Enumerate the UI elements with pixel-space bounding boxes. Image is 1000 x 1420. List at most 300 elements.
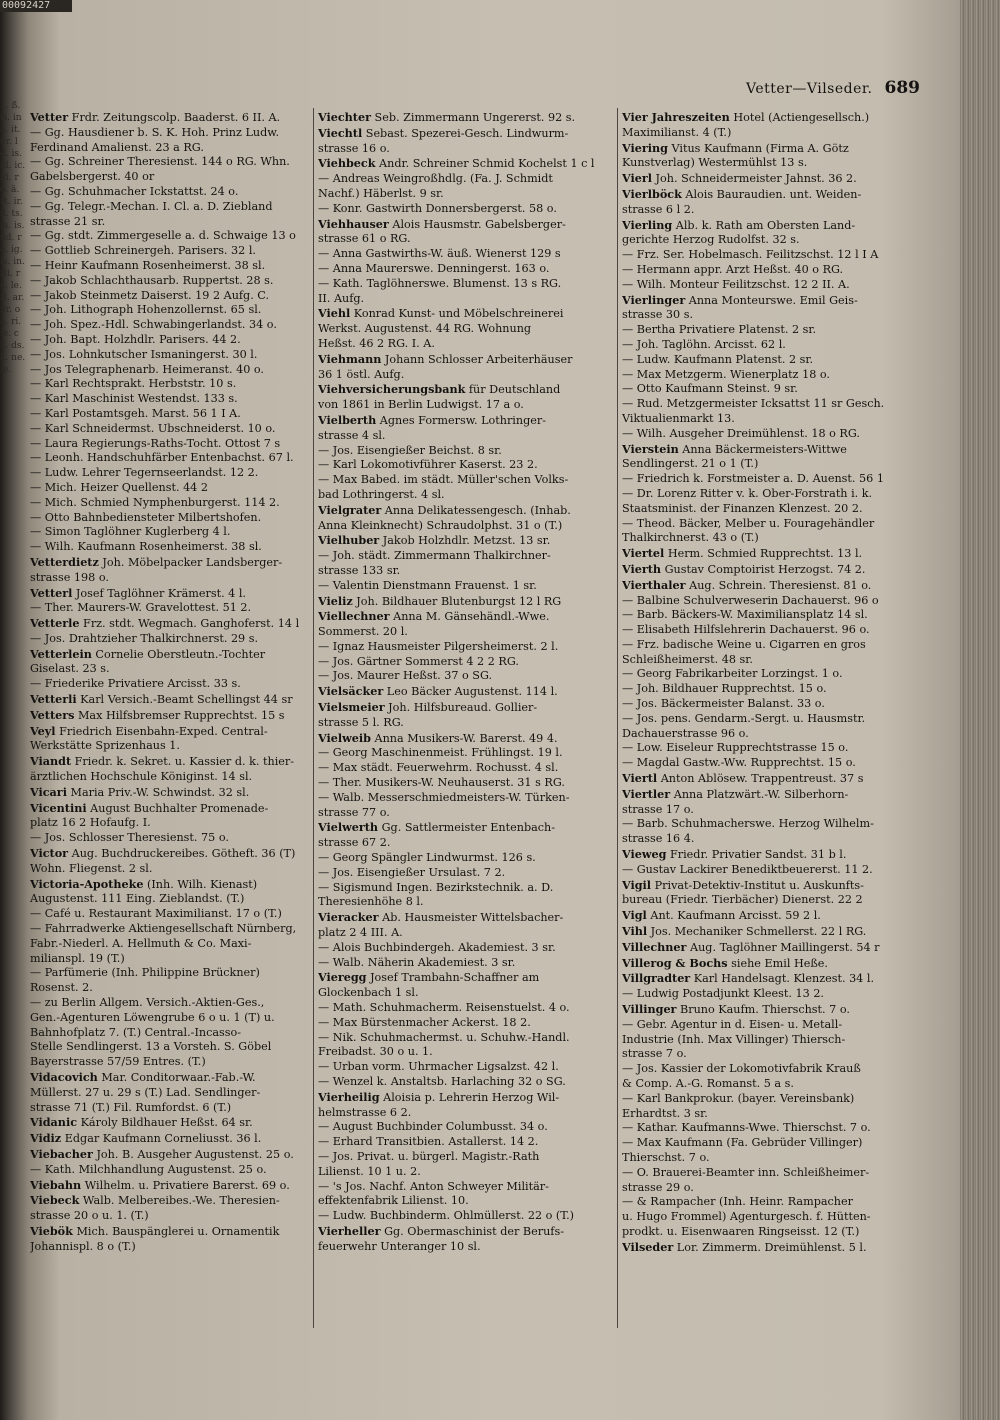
entry-surname: Viertler [622, 786, 671, 801]
directory-entry [318, 941, 606, 956]
entry-surname: Vieliz [318, 593, 353, 608]
entry-details: Privat-Detektiv-Institut u. Auskunfts- [651, 878, 864, 892]
entry-details: strasse 5 l. RG. [318, 715, 404, 729]
directory-entry [318, 156, 606, 172]
entry-details: Anton Ablösew. Trappentreust. 37 s [657, 772, 864, 786]
entry-details: Mar. Conditorwaar.-Fab.-W. [97, 1071, 256, 1084]
entry-details: — Joh. Taglöhn. Arcisst. 62 l. [622, 337, 786, 351]
directory-entry [318, 1075, 606, 1090]
directory-entry [318, 352, 606, 368]
entry-details: — Frz. badische Weine u. Cigarren en gros [622, 637, 866, 651]
entry-details: — Fahrradwerke Aktiengesellschaft Nürnberg, [30, 922, 297, 936]
entry-details: August Buchhalter Promenade- [86, 801, 269, 815]
entry-details: — Dr. Lorenz Ritter v. k. Ober-Forstrath i. k. [622, 486, 873, 500]
directory-entry [318, 579, 606, 594]
entry-details: — Ludw. Lehrer Tegernseerlandst. 12 2. [30, 466, 259, 480]
directory-column-2 [318, 110, 606, 1255]
entry-details: — Valentin Dienstmann Frauenst. 1 sr. [318, 578, 537, 592]
directory-entry [30, 170, 318, 185]
entry-details: — Max Bürstenmacher Ackerst. 18 2. [318, 1015, 531, 1029]
entry-surname: Victor [30, 846, 69, 861]
directory-entry [318, 851, 606, 866]
entry-surname: Vieregg [318, 970, 367, 985]
directory-entry [318, 881, 606, 896]
directory-entry [318, 187, 606, 202]
entry-surname: Viehbeck [318, 156, 376, 171]
entry-details: Johann Schlosser Arbeiterhäuser [381, 352, 573, 366]
entry-details: Sendlingerst. 21 o 1 (T.) [622, 457, 759, 471]
directory-entry [30, 333, 318, 348]
entry-details: Sommerst. 20 l. [318, 625, 408, 639]
entry-details: — Jos. Drahtzieher Thalkirchnerst. 29 s. [30, 631, 259, 645]
entry-surname: Vielberth [318, 412, 377, 427]
entry-details: strasse 30 s. [622, 308, 694, 322]
directory-entry [30, 754, 318, 770]
entry-details: Alois Hausmstr. Gabelsberger- [388, 217, 566, 231]
directory-entry [622, 218, 910, 234]
entry-details: Heßst. 46 2 RG. I. A. [318, 336, 435, 350]
entry-details: Josef Trambahn-Schaffner am [366, 971, 540, 985]
directory-entry [30, 451, 318, 466]
directory-entry [622, 1121, 910, 1136]
entry-details: — & Rampacher (Inh. Heinr. Rampacher [622, 1195, 853, 1209]
entry-details: Friedr. Privatier Sandst. 31 b l. [666, 848, 847, 862]
directory-entry [318, 247, 606, 262]
entry-details: — Karl Bankprokur. (bayer. Vereinsbank) [622, 1091, 855, 1105]
entry-details: Aug. Schrein. Theresienst. 81 o. [685, 578, 872, 592]
directory-entry [30, 1178, 318, 1194]
directory-entry [318, 444, 606, 459]
directory-entry [622, 893, 910, 908]
entry-details: — Ther. Maurers-W. Gravelottest. 51 2. [30, 601, 252, 615]
entry-details: Maria Priv.-W. Schwindst. 32 sl. [66, 785, 250, 799]
directory-entry [318, 292, 606, 307]
directory-entry [318, 625, 606, 640]
directory-entry [30, 1115, 318, 1131]
directory-entry [30, 377, 318, 392]
entry-details: Giselast. 23 s. [30, 662, 110, 676]
directory-entry [30, 422, 318, 437]
entry-details: Sebast. Spezerei-Gesch. Lindwurm- [362, 126, 569, 140]
entry-details: — Jakob Steinmetz Daiserst. 19 2 Aufg. C. [30, 288, 270, 302]
directory-entry [622, 817, 910, 832]
directory-entry [318, 1194, 606, 1209]
running-head: Vetter—Vilseder. [746, 81, 873, 97]
directory-entry [30, 966, 318, 981]
entry-details: — Simon Taglöhner Kuglerberg 4 l. [30, 525, 231, 539]
directory-entry [622, 562, 910, 578]
entry-surname: Vierlböck [622, 186, 682, 201]
entry-details: strasse 16 o. [318, 141, 390, 155]
entry-details: — Jos. Eisengießer Ursulast. 7 2. [318, 865, 506, 879]
entry-details: Gustav Comptoirist Herzogst. 74 2. [661, 562, 866, 576]
entry-details: Aloisia p. Lehrerin Herzog Wil- [379, 1090, 560, 1104]
entry-surname: Vier Jahreszeiten [622, 110, 730, 124]
entry-details: — Joh. städt. Zimmermann Thalkirchner- [318, 549, 551, 563]
entry-surname: Viebahn [30, 1177, 82, 1192]
directory-entry [30, 229, 318, 244]
directory-entry [622, 323, 910, 338]
directory-entry [622, 1002, 910, 1018]
directory-entry [30, 155, 318, 170]
entry-details: Fabr.-Niederl. A. Hellmuth & Co. Maxi- [30, 936, 252, 950]
directory-entry [30, 200, 318, 215]
directory-entry [30, 831, 318, 846]
entry-details: Joh. B. Ausgeher Augustenst. 25 o. [92, 1147, 294, 1161]
entry-details: Jakob Holzhdlr. Metzst. 13 sr. [379, 534, 551, 548]
directory-entry [622, 987, 910, 1002]
entry-details: Friedrich Eisenbahn-Exped. Central- [55, 724, 268, 738]
entry-surname: Vierheller [318, 1223, 381, 1238]
directory-entry [318, 1031, 606, 1046]
entry-surname: Vierth [622, 561, 662, 576]
entry-details: strasse 6 l 2. [622, 202, 695, 216]
directory-entry [30, 555, 318, 571]
entry-surname: Veyl [30, 723, 56, 738]
entry-surname: Viebacher [30, 1146, 93, 1161]
directory-entry [318, 640, 606, 655]
directory-entry [622, 457, 910, 472]
entry-details: — Jos. Kassier der Lokomotivfabrik Krauß [622, 1062, 861, 1076]
entry-details: Edgar Kaufmann Corneliusst. 36 l. [61, 1132, 262, 1146]
entry-details: Wilhelm. u. Privatiere Barerst. 69 o. [81, 1178, 290, 1192]
entry-details: Kunstverlag) Westermühlst 13 s. [622, 156, 808, 170]
directory-entry [622, 1181, 910, 1196]
entry-details: Lor. Zimmerm. Dreimühlenst. 5 l. [673, 1240, 867, 1254]
directory-entry [318, 232, 606, 247]
entry-surname: Vilseder [622, 1239, 674, 1254]
entry-surname: Vielhuber [318, 533, 380, 548]
directory-entry [30, 1055, 318, 1070]
entry-details: — Ludwig Postadjunkt Kleest. 13 2. [622, 987, 824, 1001]
directory-entry [622, 594, 910, 609]
directory-entry [622, 847, 910, 863]
entry-details: — Georg Fabrikarbeiter Lorzingst. 1 o. [622, 667, 843, 681]
directory-entry [30, 632, 318, 647]
directory-entry [30, 981, 318, 996]
directory-entry [30, 892, 318, 907]
entry-surname: Viechtl [318, 125, 363, 140]
entry-details: II. Aufg. [318, 291, 365, 305]
directory-column-1 [30, 110, 318, 1255]
entry-details: strasse 21 sr. [30, 214, 106, 228]
directory-entry [622, 412, 910, 427]
entry-details: — Otto Kaufmann Steinst. 9 sr. [622, 382, 798, 396]
directory-entry [30, 1224, 318, 1240]
entry-surname: Vierling [622, 217, 673, 232]
directory-entry [622, 697, 910, 712]
directory-entry [318, 202, 606, 217]
directory-entry [30, 407, 318, 422]
entry-details: Werkstätte Sprizenhaus 1. [30, 739, 180, 753]
entry-details: — O. Brauerei-Beamter inn. Schleißheimer- [622, 1165, 870, 1179]
entry-surname: Vetterl [30, 585, 73, 600]
entry-details: Glockenbach 1 sl. [318, 986, 419, 1000]
entry-details: — Urban vorm. Uhrmacher Ligsalzst. 42 l. [318, 1060, 559, 1074]
entry-surname: Vidiz [30, 1131, 62, 1146]
entry-details: strasse 71 (T.) Fil. Rumfordst. 6 (T.) [30, 1100, 232, 1114]
directory-entry [30, 616, 318, 632]
entry-surname: Vicentini [30, 800, 87, 815]
directory-entry [30, 215, 318, 230]
directory-entry [30, 525, 318, 540]
directory-entry [622, 1018, 910, 1033]
entry-details: Gabelsbergerst. 40 or [30, 170, 155, 184]
entry-surname: Vetterli [30, 692, 77, 707]
entry-surname: Vetter [30, 110, 69, 124]
directory-entry [30, 692, 318, 708]
directory-entry [318, 776, 606, 791]
entry-surname: Vigl [622, 908, 647, 923]
entry-surname: Vigil [622, 877, 652, 892]
entry-details: — Erhard Transitbien. Astallerst. 14 2. [318, 1135, 539, 1149]
directory-entry [318, 458, 606, 473]
directory-entry [30, 647, 318, 663]
entry-details: — Karl Schneidermst. Ubschneiderst. 10 o. [30, 421, 276, 435]
directory-entry [318, 488, 606, 503]
column-rule [617, 108, 618, 1328]
entry-surname: Viertel [622, 546, 665, 561]
directory-entry [30, 244, 318, 259]
entry-details: Frdr. Zeitungscolp. Baaderst. 6 II. A. [68, 111, 281, 124]
directory-entry [622, 141, 910, 157]
directory-entry [622, 1033, 910, 1048]
entry-surname: Vielgrater [318, 502, 382, 517]
directory-entry [622, 263, 910, 278]
entry-details: — Gg. Hausdiener b. S. K. Hoh. Prinz Ludw. [30, 125, 280, 139]
directory-entry [318, 503, 606, 519]
directory-entry [622, 171, 910, 187]
entry-details: — Andreas Weingroßhdlg. (Fa. J. Schmidt [318, 172, 553, 186]
directory-entry [318, 1060, 606, 1075]
directory-entry [622, 727, 910, 742]
entry-details: Aug. Buchdruckereibes. Götheft. 36 (T) [68, 847, 296, 861]
directory-entry [622, 638, 910, 653]
entry-details: — Jos. Lohnkutscher Ismaningerst. 30 l. [30, 347, 258, 361]
entry-details: von 1861 in Berlin Ludwigst. 17 a o. [318, 398, 524, 412]
entry-surname: Viehl [318, 306, 351, 321]
entry-details: — Ignaz Hausmeister Pilgersheimerst. 2 l. [318, 639, 559, 653]
entry-details: — Max Metzgerm. Wienerplatz 18 o. [622, 367, 830, 381]
directory-entry [30, 724, 318, 740]
entry-details: ärztlichen Hochschule Königinst. 14 sl. [30, 770, 253, 784]
entry-details: Alb. k. Rath am Obersten Land- [672, 218, 856, 232]
adjacent-page-fragments: 1. ß. ri. in ä. it. ür. ld. is. id. ic. id. ro. ä. rt. ir. il. ts. ia. is. nd. re. ig. is. in. rli. rc. le. ft. ar. ilr. oä. ri. ie. ck. ds. k. ne. ie. [0, 101, 26, 375]
directory-entry [30, 481, 318, 496]
entry-details: — 's Jos. Nachf. Anton Schweyer Militär- [318, 1179, 549, 1193]
directory-entry [622, 338, 910, 353]
directory-entry [30, 1026, 318, 1041]
entry-details: strasse 4 sl. [318, 428, 386, 442]
entry-details: — Wilh. Monteur Feilitzschst. 12 2 II. A. [622, 277, 850, 291]
entry-surname: Vierthaler [622, 577, 686, 592]
directory-entry [30, 274, 318, 289]
entry-details: — Karl Rechtsprakt. Herbststr. 10 s. [30, 377, 237, 391]
entry-details: Friedr. k. Sekret. u. Kassier d. k. thier- [71, 755, 295, 769]
entry-details: — Sigismund Ingen. Bezirkstechnik. a. D. [318, 880, 554, 894]
directory-entry [30, 996, 318, 1011]
entry-details: — Kath. Taglöhnerswe. Blumenst. 13 s RG. [318, 276, 562, 290]
entry-surname: Vicari [30, 784, 67, 799]
directory-entry [622, 368, 910, 383]
directory-entry [622, 1195, 910, 1210]
entry-details: siehe Emil Heße. [727, 956, 828, 970]
entry-details: Schleißheimerst. 48 sr. [622, 652, 753, 666]
entry-details: — Konr. Gastwirth Donnersbergerst. 58 o. [318, 201, 557, 215]
entry-details: — Max Babed. im städt. Müller'schen Volks- [318, 473, 569, 487]
entry-details: Johannispl. 8 o (T.) [30, 1239, 136, 1253]
directory-entry [318, 473, 606, 488]
directory-entry [318, 609, 606, 625]
entry-details: platz 2 4 III. A. [318, 926, 403, 940]
directory-entry [318, 533, 606, 549]
entry-details: Hotel (Actiengesellsch.) [729, 111, 870, 124]
entry-details: — Jos. pens. Gendarm.-Sergt. u. Hausmstr. [622, 711, 866, 725]
entry-details: strasse 198 o. [30, 570, 109, 584]
directory-entry [622, 487, 910, 502]
entry-details: — Karl Maschinist Westendst. 133 s. [30, 392, 238, 406]
entry-details: Maximilianst. 4 (T.) [622, 125, 732, 139]
directory-entry [622, 667, 910, 682]
entry-details: (Inh. Wilh. Kienast) [143, 877, 258, 891]
entry-details: — Gottlieb Schreinergeh. Parisers. 32 l. [30, 244, 256, 258]
directory-entry [30, 348, 318, 363]
directory-entry [30, 1193, 318, 1209]
entry-details: Vitus Kaufmann (Firma A. Götz [667, 141, 849, 155]
directory-entry [318, 895, 606, 910]
entry-surname: Viehversicherungsbank [318, 382, 466, 397]
directory-entry [318, 700, 606, 716]
entry-details: Lilienst. 10 1 u. 2. [318, 1164, 421, 1178]
entry-surname: Vielweib [318, 730, 371, 745]
directory-entry [318, 970, 606, 986]
entry-details: Joh. Möbelpacker Landsberger- [98, 555, 283, 569]
directory-entry [622, 442, 910, 458]
entry-details: — Frz. Ser. Hobelmasch. Feilitzschst. 12 l I A [622, 248, 879, 262]
entry-details: strasse 20 o u. 1. (T.) [30, 1209, 149, 1223]
entry-details: Erhardtst. 3 sr. [622, 1106, 708, 1120]
directory-entry [622, 248, 910, 263]
entry-details: — Georg Spängler Lindwurmst. 126 s. [318, 851, 536, 865]
entry-details: — Ludw. Buchbinderm. Ohlmüllerst. 22 o (T.) [318, 1209, 575, 1223]
entry-surname: Vetterdietz [30, 554, 99, 569]
directory-entry [30, 289, 318, 304]
directory-entry [30, 1040, 318, 1055]
directory-entry [30, 1147, 318, 1163]
entry-details: Thierschst. 7 o. [622, 1150, 710, 1164]
directory-entry [30, 259, 318, 274]
directory-entry [30, 110, 318, 126]
entry-surname: Vielsmeier [318, 700, 385, 715]
entry-details: Cornelie Oberstleutn.-Tochter [91, 647, 266, 661]
entry-details: strasse 17 o. [622, 802, 694, 816]
directory-entry [30, 1101, 318, 1116]
entry-details: Herm. Schmied Rupprechtst. 13 l. [664, 547, 863, 561]
entry-details: Gen.-Agenturen Löwengrube 6 o u. 1 (T) u. [30, 1010, 275, 1024]
directory-entry [622, 531, 910, 546]
entry-surname: Vielwerth [318, 820, 379, 835]
entry-details: Anna M. Gänsehändl.-Wwe. [389, 610, 550, 624]
entry-details: bureau (Friedr. Tierbächer) Dienerst. 22 2 [622, 893, 863, 907]
entry-details: u. Hugo Frommel) Agenturgesch. f. Hütten- [622, 1210, 871, 1224]
entry-details: — Jos. Bäckermeister Balanst. 33 o. [622, 697, 825, 711]
entry-details: — zu Berlin Allgem. Versich.-Aktien-Ges., [30, 996, 265, 1010]
entry-details: — Karl Postamtsgeh. Marst. 56 1 I A. [30, 406, 241, 420]
entry-details: — Ther. Musikers-W. Neuhauserst. 31 s RG. [318, 776, 565, 790]
entry-surname: Viandt [30, 754, 72, 769]
entry-details: — Anna Maurerswe. Denningerst. 163 o. [318, 261, 550, 275]
directory-entry [30, 877, 318, 893]
entry-details: Augustenst. 111 Eing. Zieblandst. (T.) [30, 892, 245, 906]
directory-entry [318, 956, 606, 971]
entry-details: Ferdinand Amalienst. 23 a RG. [30, 140, 204, 154]
directory-entry [30, 801, 318, 817]
directory-entry [622, 878, 910, 894]
entry-details: Werkst. Augustenst. 44 RG. Wohnung [318, 322, 532, 336]
entry-details: — Laura Regierungs-Raths-Tocht. Ottost 7 s [30, 436, 281, 450]
directory-entry [318, 172, 606, 187]
entry-details: — Gg. Schreiner Theresienst. 144 o RG. Whn. [30, 155, 290, 169]
entry-details: Karl Versich.-Beamt Schellingst 44 sr [76, 693, 293, 707]
directory-entry [318, 1120, 606, 1135]
entry-details: — Joh. Bapt. Holzhdlr. Parisers. 44 2. [30, 332, 241, 346]
entry-details: — Karl Lokomotivführer Kaserst. 23 2. [318, 458, 538, 472]
entry-details: strasse 7 o. [622, 1047, 687, 1061]
entry-surname: Vidacovich [30, 1070, 98, 1084]
entry-details: Bayerstrasse 57/59 Entres. (T.) [30, 1055, 206, 1069]
directory-entry [318, 761, 606, 776]
entry-details: prodkt. u. Eisenwaaren Ringseisst. 12 (T.) [622, 1224, 860, 1238]
entry-details: — Walb. Messerschmiedmeisters-W. Türken- [318, 790, 570, 804]
directory-entry [318, 142, 606, 157]
directory-entry [318, 413, 606, 429]
entry-details: Alois Bauraudien. unt. Weiden- [681, 187, 862, 201]
entry-details: Freibadst. 30 o u. 1. [318, 1045, 433, 1059]
entry-details: Joh. Schneidermeister Jahnst. 36 2. [652, 172, 857, 186]
directory-entry [622, 1225, 910, 1240]
entry-details: Anna Kleinknecht) Schraudolphst. 31 o (T.) [318, 518, 563, 532]
entry-surname: Viechter [318, 110, 371, 124]
directory-entry [318, 564, 606, 579]
directory-entry [622, 502, 910, 517]
directory-entry [30, 1011, 318, 1026]
entry-details: — Jakob Schlachthausarb. Ruppertst. 28 s. [30, 273, 274, 287]
entry-details: strasse 61 o RG. [318, 232, 411, 246]
directory-entry [318, 684, 606, 700]
directory-entry [622, 1151, 910, 1166]
entry-surname: Vierstein [622, 441, 679, 456]
directory-entry [30, 466, 318, 481]
directory-entry [30, 952, 318, 967]
directory-entry [622, 832, 910, 847]
directory-entry [622, 472, 910, 487]
directory-entry [622, 233, 910, 248]
entry-details: — Joh. Lithograph Hohenzollernst. 65 sl. [30, 303, 262, 317]
entry-details: Viktualienmarkt 13. [622, 411, 735, 425]
directory-entry [318, 110, 606, 126]
directory-entry [622, 756, 910, 771]
directory-column-3 [622, 110, 910, 1256]
directory-entry [30, 785, 318, 801]
entry-details: Wohn. Fliegenst. 2 sl. [30, 861, 153, 875]
entry-details: — Balbine Schulverweserin Dachauerst. 96 o [622, 593, 879, 607]
directory-entry [30, 816, 318, 831]
directory-entry [318, 217, 606, 233]
entry-surname: Viering [622, 140, 668, 155]
entry-details: Staatsminist. der Finanzen Klenzest. 20 2. [622, 501, 863, 515]
entry-details: Andr. Schreiner Schmid Kochelst 1 c l [375, 157, 595, 171]
directory-entry [622, 427, 910, 442]
